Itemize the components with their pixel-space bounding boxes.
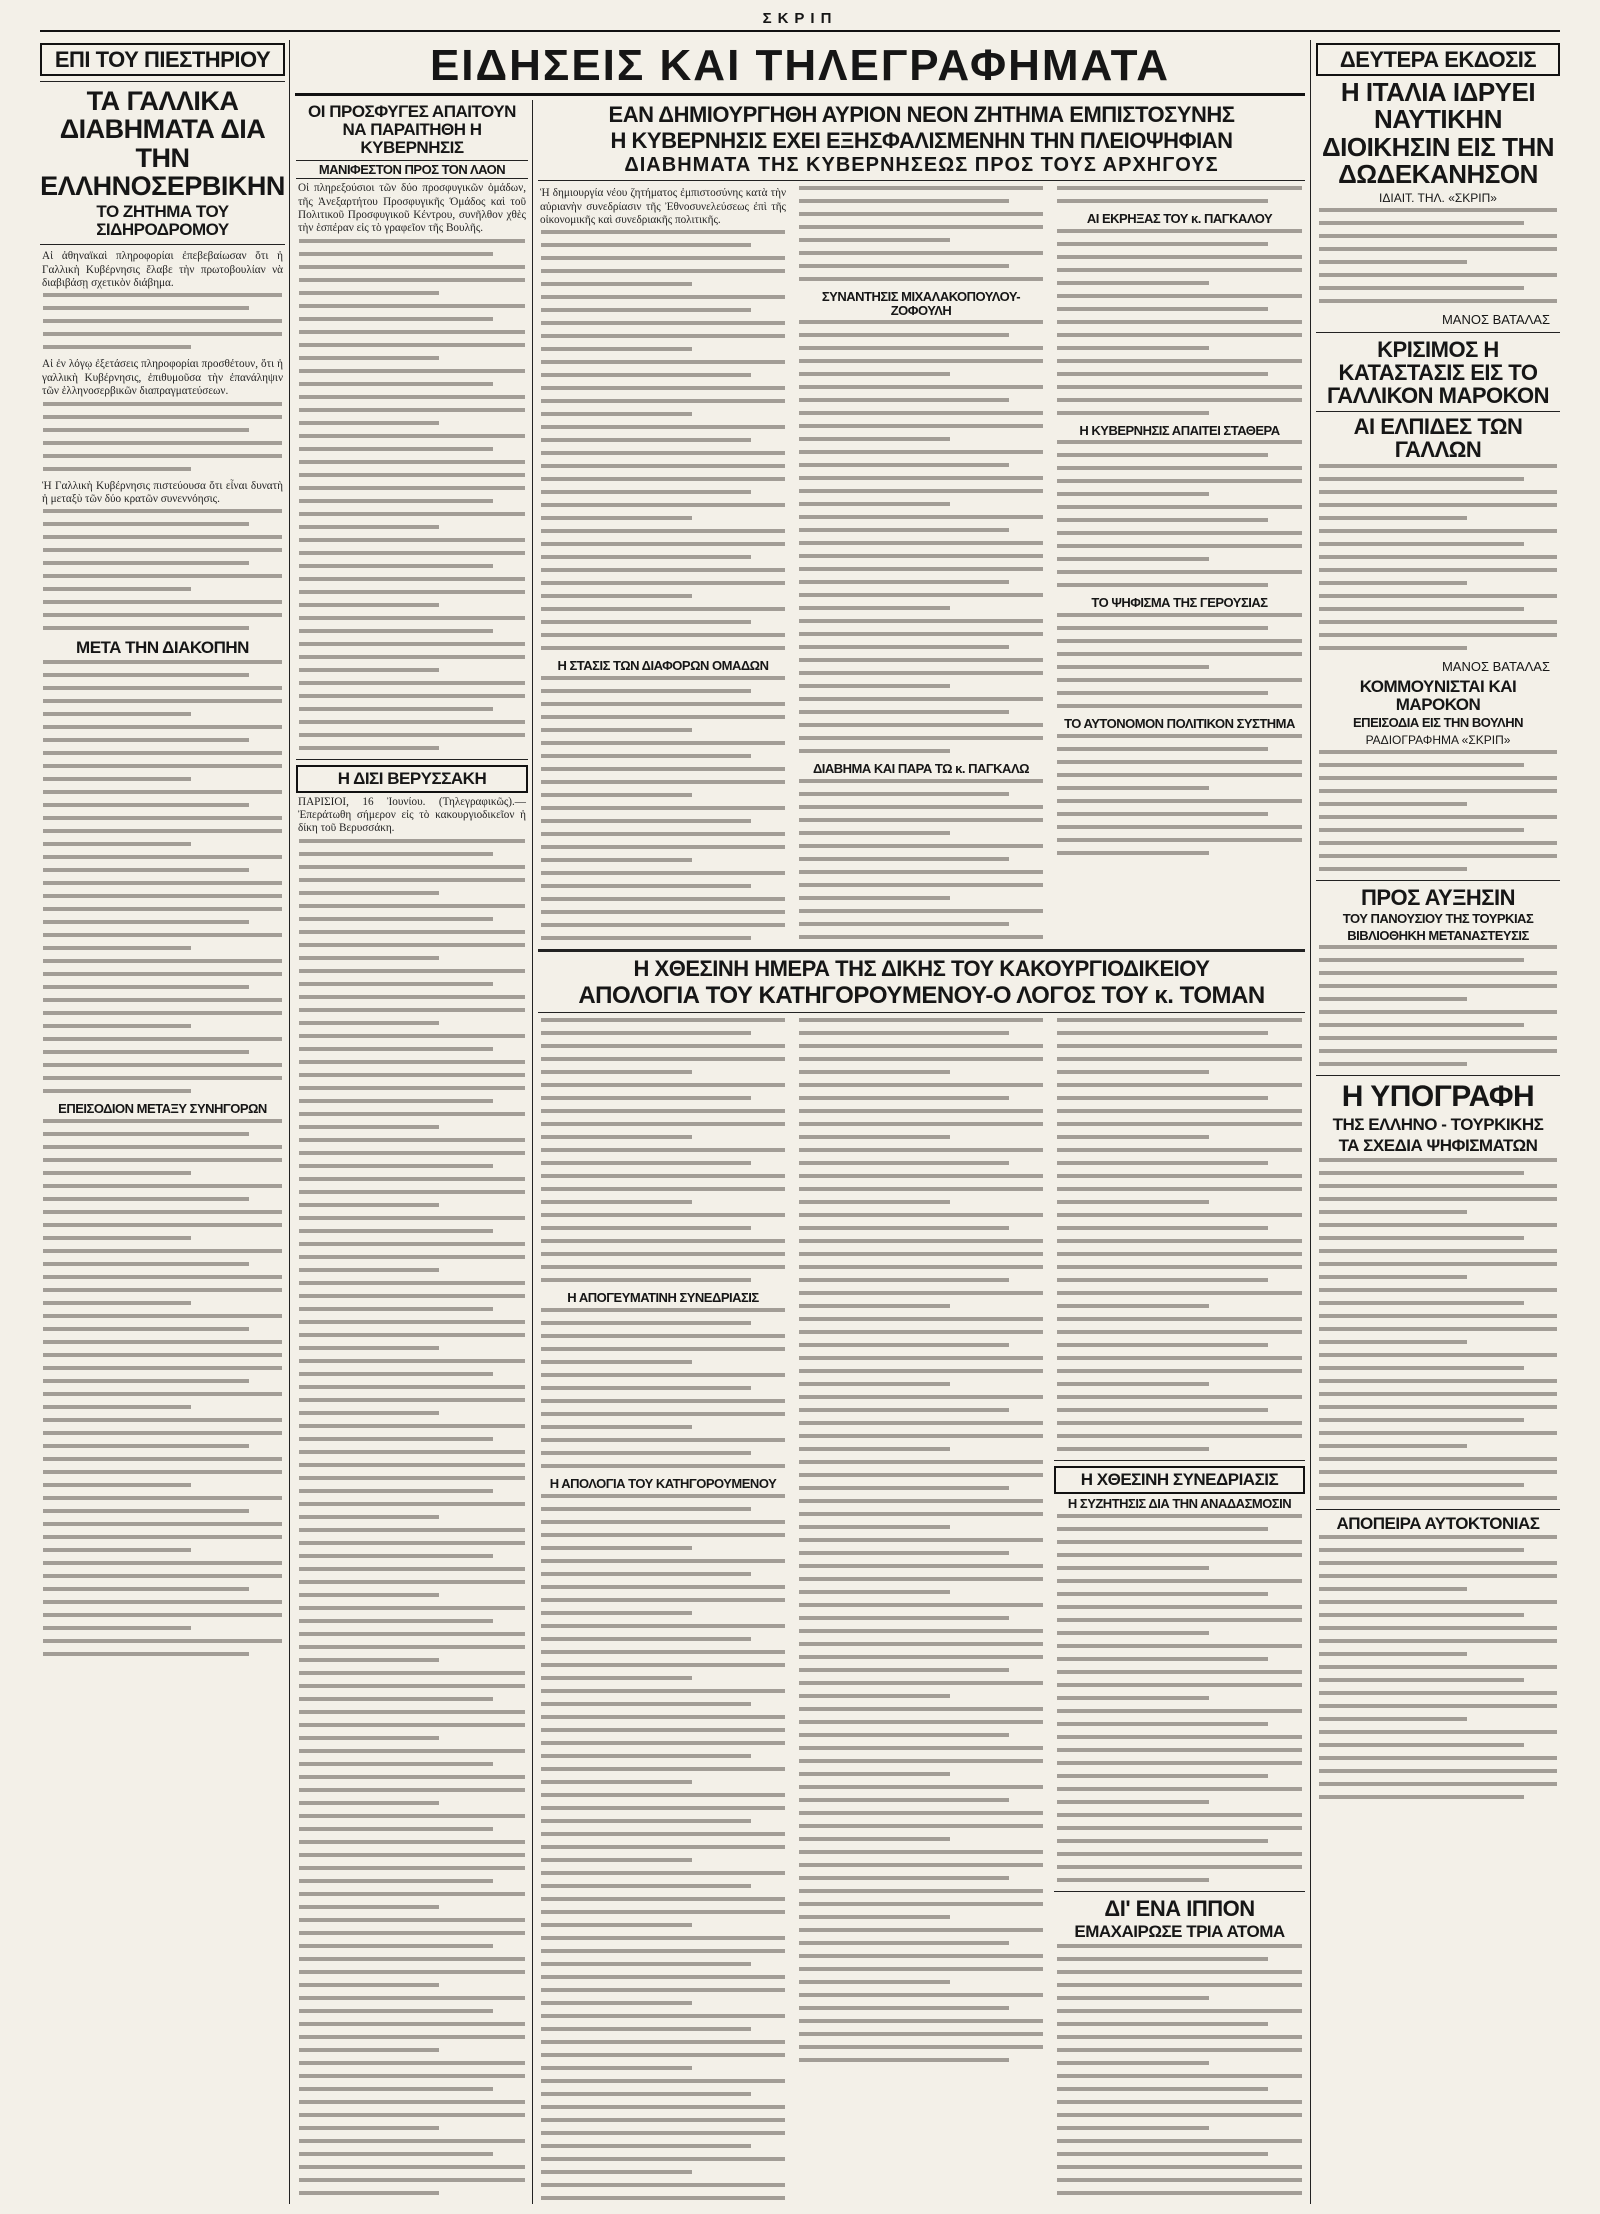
refugees-headline: ΟΙ ΠΡΟΣΦΥΓΕΣ ΑΠΑΙΤΟΥΝ ΝΑ ΠΑΡΑΙΤΗΘΗ Η ΚΥΒΕΡΝΗΣΙΣ [308, 102, 516, 157]
trial-col-3 [1054, 1016, 1305, 2204]
trial-headline-1: Η ΧΘΕΣΙΝΗ ΗΜΕΡΑ ΤΗΣ ΔΙΚΗΣ ΤΟΥ ΚΑΚΟΥΡΓΙΟΔΙΚΕΙΟΥ [633, 956, 1210, 981]
sub-meeting: ΣΥΝΑΝΤΗΣΙΣ ΜΙΧΑΛΑΚΟΠΟΥΛΟΥ-ΖΟΦΟΥΛΗ [821, 289, 1021, 318]
main-story [538, 100, 1305, 940]
byline: ΙΔΙΑΙΤ. ΤΗΛ. «ΣΚΡΙΠ» [1379, 191, 1497, 206]
left-section-title: ΕΠΙ ΤΟΥ ΠΙΕΣΤΗΡΙΟΥ [40, 43, 285, 76]
communists-subhead: ΕΠΕΙΣΟΔΙΑ ΕΙΣ ΤΗΝ ΒΟΥΛΗΝ [1353, 715, 1523, 731]
horse-subhead: ΕΜΑΧΑΙΡΩΣΕ ΤΡΙΑ ΑΤΟΜΑ [1074, 1921, 1285, 1941]
turkey-subhead-2: ΒΙΒΛΙΟΘΗΚΗ ΜΕΤΑΝΑΣΤΕΥΣΙΣ [1347, 927, 1529, 943]
italy-headline: Η ΙΤΑΛΙΑ ΙΔΡΥΕΙ ΝΑΥΤΙΚΗΝ ΔΙΟΙΚΗΣΙΝ ΕΙΣ ΤΗΝ ΔΩΔΕΚΑΝΗΣΟΝ [1321, 77, 1555, 189]
horse-headline: ΔΙ' ΕΝΑ ΙΠΠΟΝ [1104, 1895, 1255, 1921]
main-headline-1: ΕΑΝ ΔΗΜΙΟΥΡΓΗΘΗ ΑΥΡΙΟΝ ΝΕΟΝ ΖΗΤΗΜΑ ΕΜΠΙΣΤΟΣΥΝΗΣ [608, 102, 1235, 127]
trial-sub-defense: Η ΑΠΟΛΟΓΙΑ ΤΟΥ ΚΑΤΗΓΟΡΟΥΜΕΝΟΥ [549, 1475, 777, 1491]
sub-government: Η ΚΥΒΕΡΝΗΣΙΣ ΑΠΑΙΤΕΙ ΣΤΑΘΕΡΑ [1079, 422, 1280, 438]
banner-title: ΕΙΔΗΣΕΙΣ ΚΑΙ ΤΗΛΕΓΡΑΦΗΜΑΤΑ [295, 43, 1305, 96]
trial-paris-dateline: ΠΑΡΙΣΙΟΙ, 16 Ἰουνίου. (Τηλεγραφικῶς).—Ἐπεράτωθη σήμερον εἰς τὸ κακουργιοδικεῖον ἡ δίκη τοῦ Βερυσσάκη. [298, 795, 526, 835]
refugees-column [296, 100, 528, 2204]
left-subhead: ΤΟ ΖΗΤΗΜΑ ΤΟΥ ΣΙΔΗΡΟΔΡΟΜΟΥ [96, 202, 229, 240]
main-headline-2: Η ΚΥΒΕΡΝΗΣΙΣ ΕΧΕΙ ΕΞΗΣΦΑΛΙΣΜΕΝΗΝ ΤΗΝ ΠΛΕΙΟΨΗΦΙΑΝ [610, 128, 1233, 154]
morocco-headline: ΚΡΙΣΙΜΟΣ Η ΚΑΤΑΣΤΑΣΙΣ ΕΙΣ ΤΟ ΓΑΛΛΙΚΟΝ ΜΑΡΟΚΟΝ [1326, 337, 1550, 409]
left-trial-label: ΜΕΤΑ ΤΗΝ ΔΙΑΚΟΠΗΝ [76, 638, 249, 658]
trial-sub-afternoon: Η ΑΠΟΓΕΥΜΑΤΙΝΗ ΣΥΝΕΔΡΙΑΣΙΣ [567, 1290, 759, 1306]
trial-story [538, 944, 1305, 2204]
trial-col-2 [796, 1016, 1046, 2204]
radio-byline: ΡΑΔΙΟΓΡΑΦΗΜΑ «ΣΚΡΙΠ» [1365, 733, 1511, 748]
turkey-subhead: ΤΟΥ ΠΑΝΟΥΣΙΟΥ ΤΗΣ ΤΟΥΡΚΙΑΣ [1342, 911, 1534, 927]
sub-groups: Η ΣΤΑΣΙΣ ΤΩΝ ΔΙΑΦΟΡΩΝ ΟΜΑΔΩΝ [557, 658, 769, 674]
trial-paris-headline: Η ΔΙΣΙ ΒΕΡΥΣΣΑΚΗ [296, 765, 528, 793]
center-banner [295, 40, 1305, 99]
signing-subhead-2: ΤΑ ΣΧΕΔΙΑ ΨΗΦΙΣΜΑΤΩΝ [1338, 1135, 1538, 1155]
sub-pangalos: ΔΙΑΒΗΜΑ ΚΑΙ ΠΑΡΑ ΤΩ κ. ΠΑΓΚΑΛΩ [812, 761, 1030, 777]
left-para: Αἱ ἀθηναϊκαὶ πληροφορίαι ἐπεβεβαίωσαν ὅτι ἡ Γαλλικὴ Κυβέρνησις ἔλαβε τὴν πρωτοβουλίαν νὰ διαβιβάσῃ σχετικὸν διάβημα. [42, 250, 283, 289]
right-column [1316, 40, 1560, 2204]
sub-explosions: ΑΙ ΕΚΡΗΞΑΣ ΤΟΥ κ. ΠΑΓΚΑΛΟΥ [1086, 211, 1273, 227]
main-story-col-2 [796, 184, 1046, 940]
signing-headline: Η ΥΠΟΓΡΑΦΗ [1341, 1080, 1535, 1114]
sub-senate: ΤΟ ΨΗΦΙΣΜΑ ΤΗΣ ΓΕΡΟΥΣΙΑΣ [1091, 595, 1268, 611]
main-lead: Ἡ δημιουργία νέου ζητήματος ἐμπιστοσύνης κατὰ τὴν αὐριανὴν συνεδρίασιν τῆς Ἐθνοσυνελεύσεως ἐπὶ τῆς οἰκονομικῆς καὶ συνεδριακῆς πολιτικῆς. [540, 187, 786, 226]
main-story-col-1 [538, 184, 788, 940]
left-episode-label: ΕΠΕΙΣΟΔΙΟΝ ΜΕΤΑΞΥ ΣΥΝΗΓΟΡΩΝ [58, 1101, 267, 1117]
session-headline: Η ΧΘΕΣΙΝΗ ΣΥΝΕΔΡΙΑΣΙΣ [1054, 1466, 1305, 1494]
signing-subhead: ΤΗΣ ΕΛΛΗΝΟ - ΤΟΥΡΚΙΚΗΣ [1332, 1114, 1544, 1134]
sub-system: ΤΟ ΑΥΤΟΝΟΜΟΝ ΠΟΛΙΤΙΚΟΝ ΣΥΣΤΗΜΑ [1064, 716, 1295, 732]
left-headline: ΤΑ ΓΑΛΛΙΚΑ ΔΙΑΒΗΜΑΤΑ ΔΙΑ ΤΗΝ ΕΛΛΗΝΟΣΕΡΒΙΚΗΝ [40, 86, 285, 202]
left-column [40, 40, 285, 2204]
turkey-headline: ΠΡΟΣ ΑΥΞΗΣΙΝ [1361, 885, 1515, 911]
morocco-subhead: ΑΙ ΕΛΠΙΔΕΣ ΤΩΝ ΓΑΛΛΩΝ [1316, 411, 1560, 461]
right-section-title: ΔΕΥΤΕΡΑ ΕΚΔΟΣΙΣ [1316, 43, 1560, 76]
refugees-para: Οἱ πληρεξούσιοι τῶν δύο προσφυγικῶν ὁμάδων, τῆς Ἀνεξαρτήτου Προσφυγικῆς Ὁμάδος καὶ τοῦ Πολιτικοῦ Προσφυγικοῦ Κέντρου, συνῆλθον χθὲς τὴν ἑσπέραν εἰς τὸ γραφεῖον τῆς Βουλῆς. [298, 182, 526, 235]
signature: ΜΑΝΟΣ ΒΑΤΑΛΑΣ [1441, 312, 1550, 328]
main-story-col-3 [1054, 184, 1305, 940]
masthead: ΣΚΡΙΠ [40, 8, 1560, 32]
main-headline-3: ΔΙΑΒΗΜΑΤΑ ΤΗΣ ΚΥΒΕΡΝΗΣΕΩΣ ΠΡΟΣ ΤΟΥΣ ΑΡΧΗΓΟΥΣ [538, 155, 1305, 181]
signature: ΜΑΝΟΣ ΒΑΤΑΛΑΣ [1441, 658, 1550, 674]
left-para: Ἡ Γαλλικὴ Κυβέρνησις πιστεύουσα ὅτι εἶναι δυνατὴ ἡ μεταξὺ τῶν δύο κρατῶν συνεννόησις. [42, 479, 283, 505]
trial-col-1 [538, 1016, 788, 2204]
trial-headline-2: ΑΠΟΛΟΓΙΑ ΤΟΥ ΚΑΤΗΓΟΡΟΥΜΕΝΟΥ-Ο ΛΟΓΟΣ ΤΟΥ κ. ΤΟΜΑΝ [538, 983, 1305, 1013]
left-para: Αἱ ἐν λόγῳ ἐξετάσεις πληροφορίαι προσθέτουν, ὅτι ἡ γαλλικὴ Κυβέρνησις, ἐπιθυμοῦσα τὴν ἐπανάληψιν τῶν ἑλληνοσερβικῶν διαπραγματεύσεων. [42, 358, 283, 398]
suicide-headline: ΑΠΟΠΕΙΡΑ ΑΥΤΟΚΤΟΝΙΑΣ [1336, 1513, 1540, 1533]
refugees-subhead: ΜΑΝΙΦΕΣΤΟΝ ΠΡΟΣ ΤΟΝ ΛΑΟΝ [296, 160, 528, 180]
session-subhead: Η ΣΥΖΗΤΗΣΙΣ ΔΙΑ ΤΗΝ ΑΝΑΔΑΣΜΟΣΙΝ [1067, 1496, 1292, 1512]
newspaper-page [40, 8, 1560, 2204]
communists-headline: ΚΟΜΜΟΥΝΙΣΤΑΙ ΚΑΙ ΜΑΡΟΚΟΝ [1359, 676, 1517, 714]
